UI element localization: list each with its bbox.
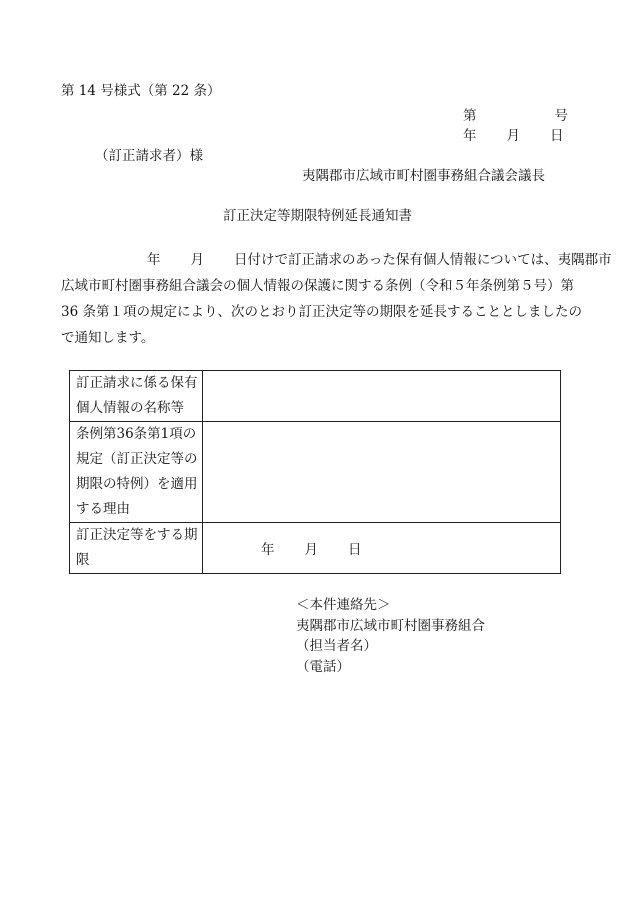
date-year: 年 <box>463 128 477 144</box>
document-number <box>463 106 568 126</box>
body-line-2: 広域市町村圏事務組合議会の個人情報の保護に関する条例（令和５年条例第５号）第 <box>61 278 574 294</box>
row-header-line: 期限の特例）を適用 <box>76 476 198 492</box>
sender: 夷隅郡市広域市町村圏事務組合議会議長 <box>302 168 545 184</box>
table-row <box>70 422 561 523</box>
date-day: 日 <box>550 128 564 144</box>
form-number: 第 14 号様式（第 22 条） <box>61 83 221 99</box>
deadline-month: 月 <box>304 542 318 558</box>
row-header-line: 訂正請求に係る保有 <box>76 375 198 391</box>
row-header-line: 限 <box>76 552 90 568</box>
table-row <box>70 523 561 574</box>
recipient: （訂正請求者）様 <box>95 148 203 164</box>
doc-number-suffix: 号 <box>554 108 568 124</box>
body-line-1-rest: 日付けで訂正請求のあった保有個人情報については、夷隅郡市 <box>234 252 612 268</box>
row-value <box>203 371 561 422</box>
row-header-line: する理由 <box>76 501 130 517</box>
contact-person: （担当者名） <box>296 638 377 654</box>
deadline-day: 日 <box>348 542 362 558</box>
deadline-date <box>203 523 561 574</box>
body-text <box>61 247 612 351</box>
body-line-3: 36 条第１項の規定により、次のとおり訂正決定等の期限を延長することとしましたの <box>61 304 582 320</box>
deadline-year: 年 <box>261 542 275 558</box>
body-year: 年 <box>147 252 161 268</box>
contact-org: 夷隅郡市広域市町村圏事務組合 <box>296 617 485 634</box>
row-header <box>70 422 203 523</box>
row-header <box>70 371 203 422</box>
contact-heading: ＜本件連絡先＞ <box>296 597 391 613</box>
body-month: 月 <box>190 252 204 268</box>
document-title: 訂正決定等期限特例延長通知書 <box>223 208 412 224</box>
row-header-line: 訂正決定等をする期 <box>76 527 198 543</box>
row-header-line: 規定（訂正決定等の <box>76 451 198 467</box>
row-value <box>203 422 561 523</box>
info-table <box>69 370 561 574</box>
document-date <box>463 126 564 146</box>
contact-phone: （電話） <box>296 658 350 675</box>
row-header <box>70 523 203 574</box>
contact-block <box>296 595 485 677</box>
body-line-4: で通知します。 <box>61 330 155 346</box>
table-row <box>70 371 561 422</box>
body-line-1 <box>61 247 612 273</box>
row-header-line: 条例第36条第1項の <box>76 426 197 442</box>
doc-number-prefix: 第 <box>463 108 477 124</box>
date-month: 月 <box>506 128 520 144</box>
row-header-line: 個人情報の名称等 <box>76 400 184 416</box>
